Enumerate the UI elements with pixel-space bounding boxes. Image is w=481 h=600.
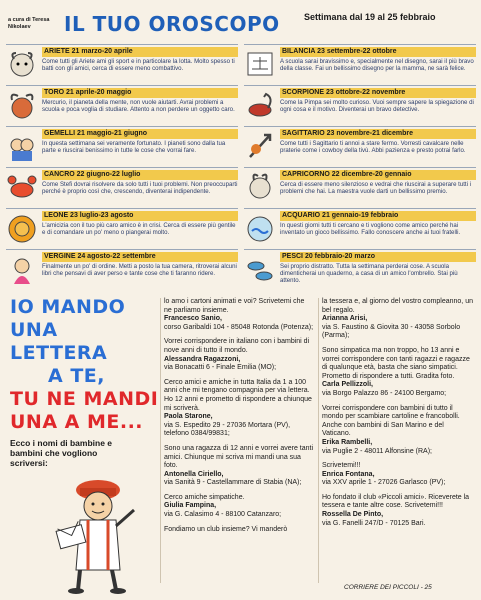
entry-address: corso Garibaldi 104 - 85048 Rotonda (Potenza); xyxy=(164,323,314,331)
entry-message: Cerco amici e amiche in tutta Italia da 1 a 100 anni che mi tengano compagnia per via lettera. Ho 12 anni e prometto di rispondere a chiunque mi scriverà. xyxy=(164,378,312,412)
entry-name: Arianna Arisi, xyxy=(322,315,368,323)
sign-heading: SAGITTARIO 23 novembre-21 dicembre xyxy=(280,129,476,139)
pen-pal-entry xyxy=(164,379,314,439)
horoscope-sign xyxy=(244,85,476,127)
entry-name: Rossella De Pinto, xyxy=(322,511,384,519)
horoscope-sign xyxy=(244,208,476,250)
pen-pal-entry xyxy=(164,526,314,535)
sign-text: Come tutti i Sagittario ti annoi a stare fermo. Vorresti cavalcare nelle praterie come i cowboy della tivù. Abbi pazienza e presto potrai farlo. xyxy=(280,140,466,155)
sign-text: In questi giorni tutti ti cercano e ti vogliono come amico perché hai inventato un gioco bellissimo. Fallo conoscere anche ai tuoi fratelli. xyxy=(280,222,461,237)
pen-pal-headline xyxy=(10,296,160,468)
pen-pal-entry xyxy=(164,445,314,488)
entry-name: Carla Pellizzoli, xyxy=(322,381,373,389)
sagittarius-icon xyxy=(244,129,276,163)
entry-name: Alessandra Ragazzoni, xyxy=(164,355,241,363)
pen-pal-entry xyxy=(322,462,474,488)
horoscope-header xyxy=(6,4,476,44)
sign-heading: SCORPIONE 23 ottobre-22 novembre xyxy=(280,88,476,98)
headline-subtitle: Ecco i nomi di bambine e bambini che vogliono scriversi: xyxy=(10,438,113,468)
page-footer: CORRIERE DEI PICCOLI - 25 xyxy=(344,584,432,591)
horoscope-sign xyxy=(244,167,476,209)
pen-pal-entry xyxy=(164,494,314,520)
sign-text: Come tutti gli Ariete ami gli sport e in particolare la lotta. Molto spesso ti batti con gli amici, cerca di essere meno combattivo. xyxy=(42,58,235,73)
pen-pal-entry xyxy=(322,494,474,528)
entry-address: via Bonacatti 6 - Finale Emilia (MO); xyxy=(164,364,277,372)
sign-text: Finalmente un po' di ordine. Metti a posto la tua camera, ritroverai alcuni libri che pensavi di aver perso e tante cose che ti faranno ridere. xyxy=(42,263,237,278)
sign-text: A scuola sarai bravissimo e, specialmente nel disegno, sarai il più bravo della classe. Fai un bellissimo disegno per la mamma, ne sarà felice. xyxy=(280,58,474,73)
horoscope-sign xyxy=(6,249,238,291)
entry-message: Ho fondato il club «Piccoli amici». Riceverete la tessera e tante altre cose. Scrivetemi!!! xyxy=(322,493,470,510)
virgo-icon xyxy=(6,252,38,286)
sign-heading: LEONE 23 luglio-23 agosto xyxy=(42,211,238,221)
letters-column-1 xyxy=(164,298,314,540)
libra-icon xyxy=(244,47,276,81)
leo-icon xyxy=(6,211,38,245)
horoscope-sign xyxy=(244,126,476,168)
entry-address: via G. Fanelli 247/D - 70125 Bari. xyxy=(322,519,426,527)
entry-message: Vorrei corrispondere con bambini di tutto il mondo per scambiare cartoline e francobolli. Anche con bambini di San Marino e del Vaticano. xyxy=(322,404,460,438)
entry-name: Paola Starone, xyxy=(164,413,213,421)
horoscope-sign xyxy=(244,44,476,86)
entry-address: via XXV aprile 1 - 27026 Garlasco (PV); xyxy=(322,479,446,487)
entry-address: via G. Calasimo 4 - 88100 Catanzaro; xyxy=(164,511,282,519)
horoscope-sign xyxy=(6,167,238,209)
entry-address: via S. Faustino & Giovita 30 - 43058 Sorbolo (Parma); xyxy=(322,323,461,340)
entry-message: Sono una ragazza di 12 anni e vorrei avere tanti amici. Chiunque mi scriva mi mandi una sua foto. xyxy=(164,444,314,470)
pen-pal-entry xyxy=(164,338,314,372)
sign-heading: BILANCIA 23 settembre-22 ottobre xyxy=(280,47,476,57)
sign-heading: ARIETE 21 marzo-20 aprile xyxy=(42,47,238,57)
entry-name: Enrica Fontana, xyxy=(322,470,375,478)
cancer-icon xyxy=(6,170,38,204)
author-credit: a cura di Teresa Nikolaev xyxy=(8,17,50,30)
pen-pal-entry xyxy=(164,298,314,332)
pen-pal-entry xyxy=(322,347,474,399)
headline-line-4: TU NE MANDI xyxy=(10,388,159,410)
capricorn-icon xyxy=(244,170,276,204)
aquarius-icon xyxy=(244,211,276,245)
sign-heading: TORO 21 aprile-20 maggio xyxy=(42,88,238,98)
sign-heading: GEMELLI 21 maggio-21 giugno xyxy=(42,129,238,139)
sign-text: Come Stefi dovrai risolvere da solo tutti i tuoi problemi. Non preoccuparti perché è proprio così che, crescendo, diventerai indipendente. xyxy=(42,181,238,196)
mail-kid-illustration xyxy=(50,470,140,595)
page-title: IL TUO OROSCOPO xyxy=(64,12,280,36)
week-range: Settimana dal 19 al 25 febbraio xyxy=(304,12,436,22)
taurus-icon xyxy=(6,88,38,122)
sign-heading: CANCRO 22 giugno-22 luglio xyxy=(42,170,238,180)
pen-pal-entry xyxy=(322,298,474,341)
sign-heading: CAPRICORNO 22 dicembre-20 gennaio xyxy=(280,170,476,180)
sign-heading: ACQUARIO 21 gennaio-19 febbraio xyxy=(280,211,476,221)
headline-line-3: A TE, xyxy=(48,365,105,387)
horoscope-sign xyxy=(6,126,238,168)
headline-line-5: UNA A ME... xyxy=(10,411,144,433)
horoscope-sign xyxy=(6,44,238,86)
sign-text: Cerca di essere meno silenzioso e vedrai che riuscirai a superare tutti i problemi che hai. La maestra vuole darti un bellissimo premio. xyxy=(280,181,472,196)
entry-message: Fondiamo un club insieme? Vi manderò xyxy=(164,525,288,533)
column-divider xyxy=(318,298,319,583)
entry-message: Sono simpatica ma non troppo, ho 13 anni e vorrei corrispondere con tanti ragazzi e ragazze di qualunque età, basta che siano simpatici. Prometto di rispondere a tutti. Gradita foto. xyxy=(322,346,470,380)
sign-text: L'amicizia con il tuo più caro amico è in crisi. Cerca di essere più gentile e di comandare un po' meno o piangerai molto. xyxy=(42,222,236,237)
aries-icon xyxy=(6,47,38,81)
sign-heading: PESCI 20 febbraio-20 marzo xyxy=(280,252,476,262)
entry-message: Cerco amiche simpatiche. xyxy=(164,493,245,501)
gemini-icon xyxy=(6,129,38,163)
horoscope-sign xyxy=(6,85,238,127)
entry-name: Francesco Sanio, xyxy=(164,315,222,323)
entry-address: via Puglie 2 - 48011 Alfonsine (RA); xyxy=(322,447,432,455)
sign-text: Mercurio, il pianeta della mente, non vuole aiutarti. Avrai problemi a scuola e poca voglia di studiare. Attento a non perdere un oggetto caro. xyxy=(42,99,235,114)
headline-line-2: UNA LETTERA xyxy=(10,319,108,364)
entry-address: via Borgo Palazzo 86 - 24100 Bergamo; xyxy=(322,389,447,397)
pisces-icon xyxy=(244,252,276,286)
horoscope-sign xyxy=(244,249,476,291)
entry-message: lo amo i cartoni animati e voi? Scrivetemi che ne parliamo insieme. xyxy=(164,298,305,314)
sign-text: Come la Pimpa sei molto curioso. Vuoi sempre sapere la spiegazione di ogni cosa e il motivo. Diventerai un bravo detective. xyxy=(280,99,474,114)
sign-text: In questa settimana sei veramente fortunato. I pianeti sono dalla tua parte e riuscirai benissimo in tutte le cose che vorrai fare. xyxy=(42,140,226,155)
column-divider xyxy=(160,298,161,583)
entry-name: Giulia Fampina, xyxy=(164,502,217,510)
entry-message: Scrivetemi!!! xyxy=(322,462,361,470)
entry-address: via Sanità 9 - Castellammare di Stabia (NA); xyxy=(164,479,302,487)
horoscope-sign xyxy=(6,208,238,250)
scorpio-icon xyxy=(244,88,276,122)
entry-message: Vorrei corrispondere in italiano con i bambini di nove anni di tutto il mondo. xyxy=(164,338,310,354)
letters-column-2 xyxy=(322,298,474,534)
entry-name: Antonella Ciriello, xyxy=(164,470,224,478)
headline-line-1: IO MANDO xyxy=(10,296,126,318)
entry-address: via S. Espedito 29 - 27036 Mortara (PV), telefono 0384/99831; xyxy=(164,421,291,438)
pen-pal-entry xyxy=(322,405,474,457)
entry-message: la tessera e, al giorno del vostro compleanno, un bel regalo. xyxy=(322,298,473,314)
sign-heading: VERGINE 24 agosto-22 settembre xyxy=(42,252,238,262)
entry-name: Erika Rambelli, xyxy=(322,438,373,446)
sign-text: Sei proprio distratto. Tutta la settimana perderai cose. A scuola dimenticherai un quaderno, a casa di un amico l'ombrello. Stai più attento. xyxy=(280,263,458,285)
horoscope-grid xyxy=(6,44,476,290)
